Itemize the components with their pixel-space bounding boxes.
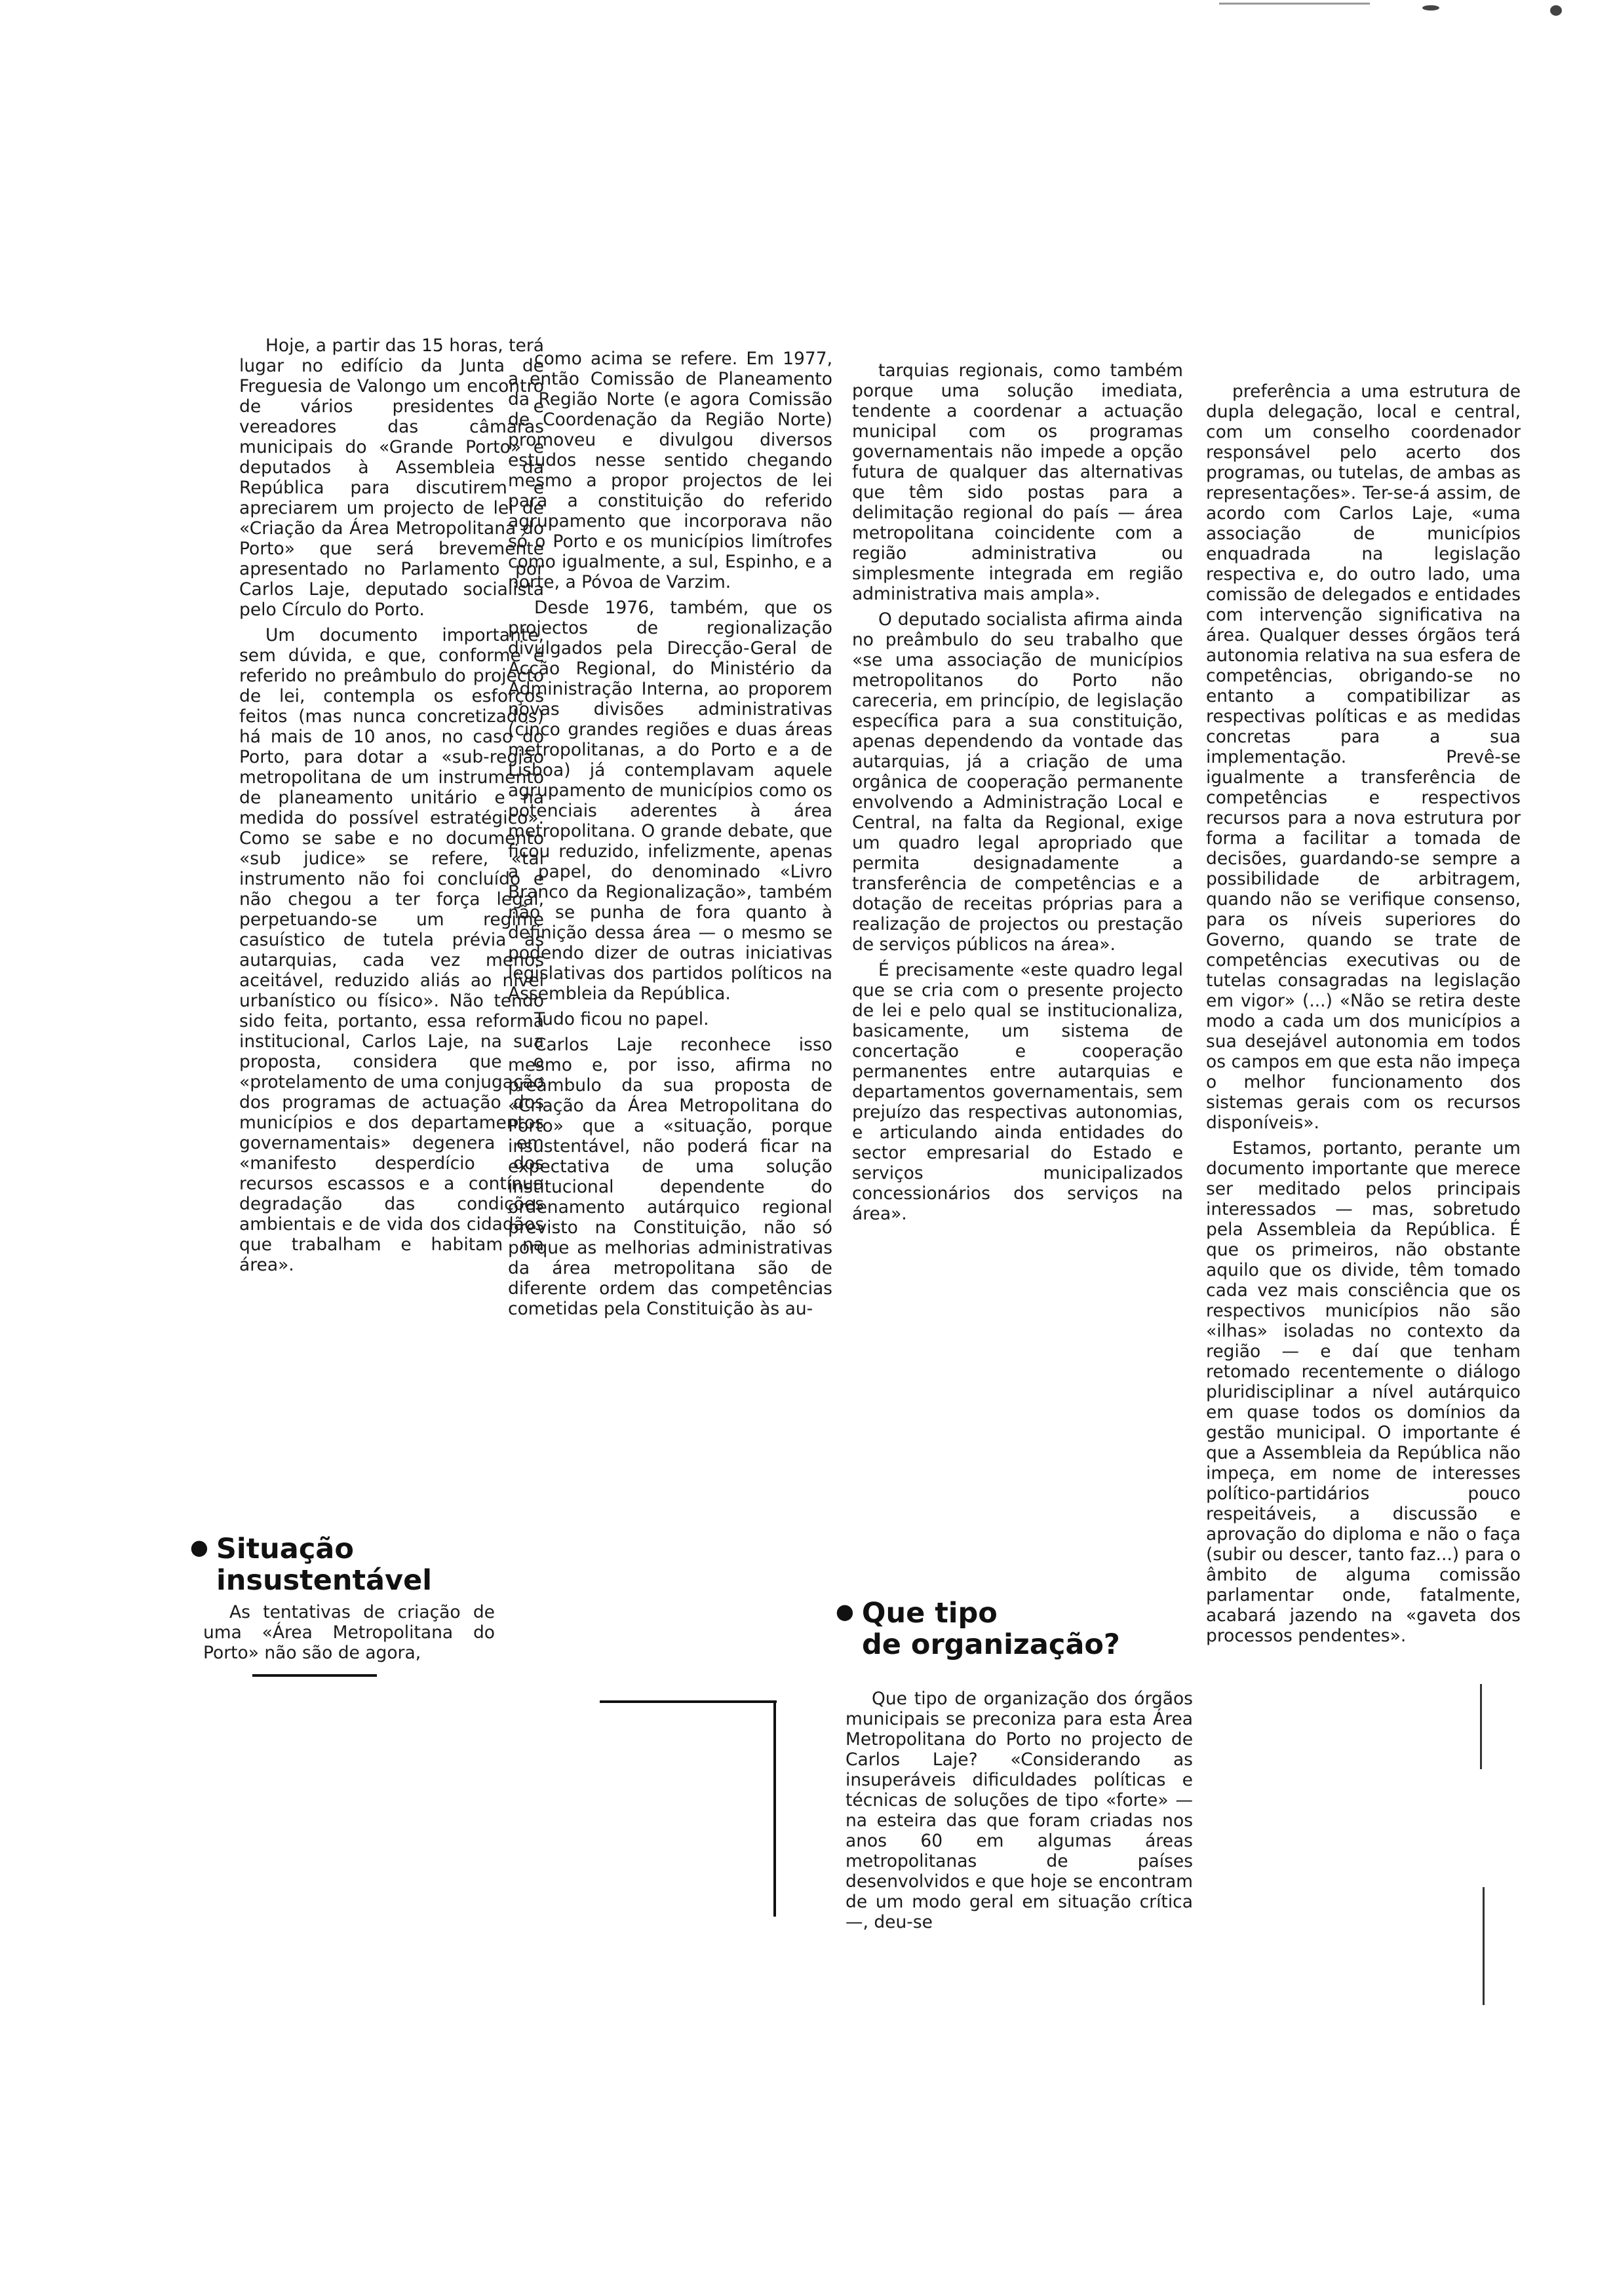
paragraph: Que tipo de organização dos órgãos municipais se preconiza para esta Área Metropolitana do Porto no projecto de Carlos Laje? «Considerando as insuperáveis dificuldades políticas e técnicas de soluções de tipo «forte» — na esteira das que foram criadas nos anos 60 em algumas áreas metropolitanas de países desenvolvidos e que hoje se encontram de um modo geral em situação crítica —, deu-se [846,1689,1193,1932]
subheading-que-tipo [836,1596,1120,1660]
bullet-icon: ● [836,1599,854,1624]
scan-speck [1219,3,1370,5]
paragraph: Estamos, portanto, perante um documento importante que merece ser meditado pelos principais interessados — mas, sobretudo pela Assembleia da República. É que os primeiros, não obstante aquilo que os divide, têm tomado cada vez mais consciência que os respectivos municípios não são «ilhas» isoladas no contexto da região — e daí que tenham retomado recentemente o diálogo pluridisciplinar a nível autárquico em quase todos os domínios da gestão municipal. O importante é que a Assembleia da República não impeça, em nome de interesses político-partidários pouco respeitáveis, a discussão e aprovação do diploma e não o faça (subir ou descer, tanto faz...) para o âmbito de alguma comissão parlamentar onde, fatalmente, acabará jazendo na «gaveta dos processos pendentes». [1206,1138,1521,1646]
paragraph: O deputado socialista afirma ainda no preâmbulo do seu trabalho que «se uma associação de municípios metropolitanos do Porto não careceria, em princípio, de legislação específica para a sua constituição, apenas dependendo da vontade das autarquias, já a criação de uma orgânica de cooperação permanente envolvendo a Administração Local e Central, na falta da Regional, exige um quadro legal apropriado que permita designadamente a transferência de competências e a dotação de receitas próprias para a realização de projectos ou prestação de serviços públicos na área». [852,609,1183,955]
paragraph: como acima se refere. Em 1977, a então Comissão de Planeamento da Região Norte (e agora Comissão de Coordenação da Região Norte) promoveu e divulgou diversos estudos nesse sentido chegando mesmo a propor projectos de lei para a constituição do referido agrupamento que incorporava não só o Porto e os municípios limítrofes como igualmente, a sul, Espinho, e a norte, a Póvoa de Varzim. [508,349,832,592]
paragraph: Hoje, a partir das 15 horas, terá lugar no edifício da Junta de Freguesia de Valongo um encontro de vários presidentes e vereadores das câmaras municipais do «Grande Porto» e deputados à Assembleia da República para discutirem e apreciarem um projecto de lei de «Criação da Área Metropolitana do Porto» que será brevemente apresentado no Parlamento por Carlos Laje, deputado socialista pelo Círculo do Porto. [239,335,544,620]
article-column-2 [508,349,832,1319]
paragraph: tarquias regionais, como também porque uma solução imediata, tendente a coordenar a actuação municipal com os programas governamentais não impede a opção futura de qualquer das alternativas que têm sido postas para a delimitação regional do país — área metropolitana coincidente com a região administrativa ou simplesmente integrada em região administrativa mais ampla». [852,360,1183,604]
article-column-3 [852,360,1183,1224]
edge-mark [1480,1684,1482,1769]
paragraph: É precisamente «este quadro legal que se cria com o presente projecto de lei e pelo qual se institucionaliza, basicamente, um sistema de concertação e cooperação permanentes entre autarquias e departamentos governamentais, sem prejuízo das respectivas autonomias, e articulando ainda entidades do sector empresarial do Estado e serviços municipalizados concessionários dos serviços na área». [852,960,1183,1224]
subheading-line: Que tipo [861,1597,998,1630]
frame-rule [600,1700,777,1703]
paragraph: Um documento importante, sem dúvida, e que, conforme é referido no preâmbulo do projecto de lei, contempla os esforços feitos (mas nunca concretizados) há mais de 10 anos, no caso do Porto, para dotar a «sub-região metropolitana de um instrumento de planeamento unitário e na medida do possível estratégico». Como se sabe e no documento «sub judice» se refere, «tal instrumento não foi concluído e não chegou a ter força legal, perpetuando-se um regime casuístico de tutela prévia às autarquias, cada vez menos aceitável, reduzido aliás ao nível urbanístico ou físico». Não tendo sido feita, portanto, essa reforma institucional, Carlos Laje, na sua proposta, considera que o «protelamento de uma conjugação dos programas de actuação dos municípios e dos departamentos governamentais» degenera em «manifesto desperdício dos recursos escassos e a contínua degradação das condições ambientais e de vida dos cidadãos que trabalham e habitam na área». [239,625,544,1275]
article-column-4 [1206,381,1521,1646]
column-end-rule [252,1674,377,1677]
scan-speck [1422,5,1439,10]
paragraph: Desde 1976, também, que os projectos de regionalização divulgados pela Direcção-Geral de Acção Regional, do Ministério da Administração Interna, ao proporem novas divisões administrativas (cinco grandes regiões e duas áreas metropolitanas, a do Porto e a de Lisboa) já contemplavam aquele agrupamento de municípios como os potenciais aderentes à área metropolitana. O grande debate, que ficou reduzido, infelizmente, apenas a papel, do denominado «Livro Branco da Regionalização», também não se punha de fora quanto à definição dessa área — o mesmo se podendo dizer de outras iniciativas legislativas dos partidos políticos na Assembleia da República. [508,598,832,1004]
article-column-1 [239,335,544,1275]
paragraph: preferência a uma estrutura de dupla delegação, local e central, com um conselho coordenador responsável pelo acerto dos programas, ou tutelas, de ambas as representações». Ter-se-á assim, de acordo com Carlos Laje, «uma associação de municípios enquadrada na legislação respectiva e, do outro lado, uma comissão de delegados e entidades com intervenção significativa na área. Qualquer desses órgãos terá autonomia relativa na sua esfera de competências, obrigando-se no entanto a compatibilizar as respectivas políticas e as medidas concretas para a sua implementação. Prevê-se igualmente a transferência de competências e respectivos recursos para a nova estrutura por forma a facilitar a tomada de decisões, guardando-se sempre a possibilidade de arbitragem, quando não se verifique consenso, para os níveis superiores do Governo, quando se trate de competências executivas ou de tutelas consagradas na legislação em vigor» (...) «Não se retira deste modo a cada um dos municípios a sua desejável autonomia em todos os campos em que esta não impeça o melhor funcionamento dos sistemas gerais com os recursos disponíveis». [1206,381,1521,1133]
bullet-icon: ● [190,1535,208,1559]
subheading-line: insustentável [216,1564,432,1597]
subheading-line: de organização? [862,1628,1120,1661]
article-column-1-continued [203,1602,495,1663]
frame-rule [773,1700,776,1917]
paragraph: As tentativas de criação de uma «Área Metropolitana do Porto» não são de agora, [203,1602,495,1663]
edge-mark [1483,1887,1485,2005]
subheading-line: Situação [216,1533,354,1565]
paragraph: Carlos Laje reconhece isso mesmo e, por isso, afirma no preâmbulo da sua proposta de «Criação da Área Metropolitana do Porto» que a «situação, porque insustentável, não poderá ficar na expectativa de uma solução institucional dependente do ordenamento autárquico regional previsto na Constituição, não só porque as melhorias administrativas da área metropolitana são de diferente ordem das competências cometidas pela Constituição às au- [508,1035,832,1319]
paragraph: Tudo ficou no papel. [534,1009,709,1029]
article-column-3-continued [846,1689,1193,1932]
scan-speck [1550,5,1562,16]
subheading-situacao [190,1531,432,1596]
